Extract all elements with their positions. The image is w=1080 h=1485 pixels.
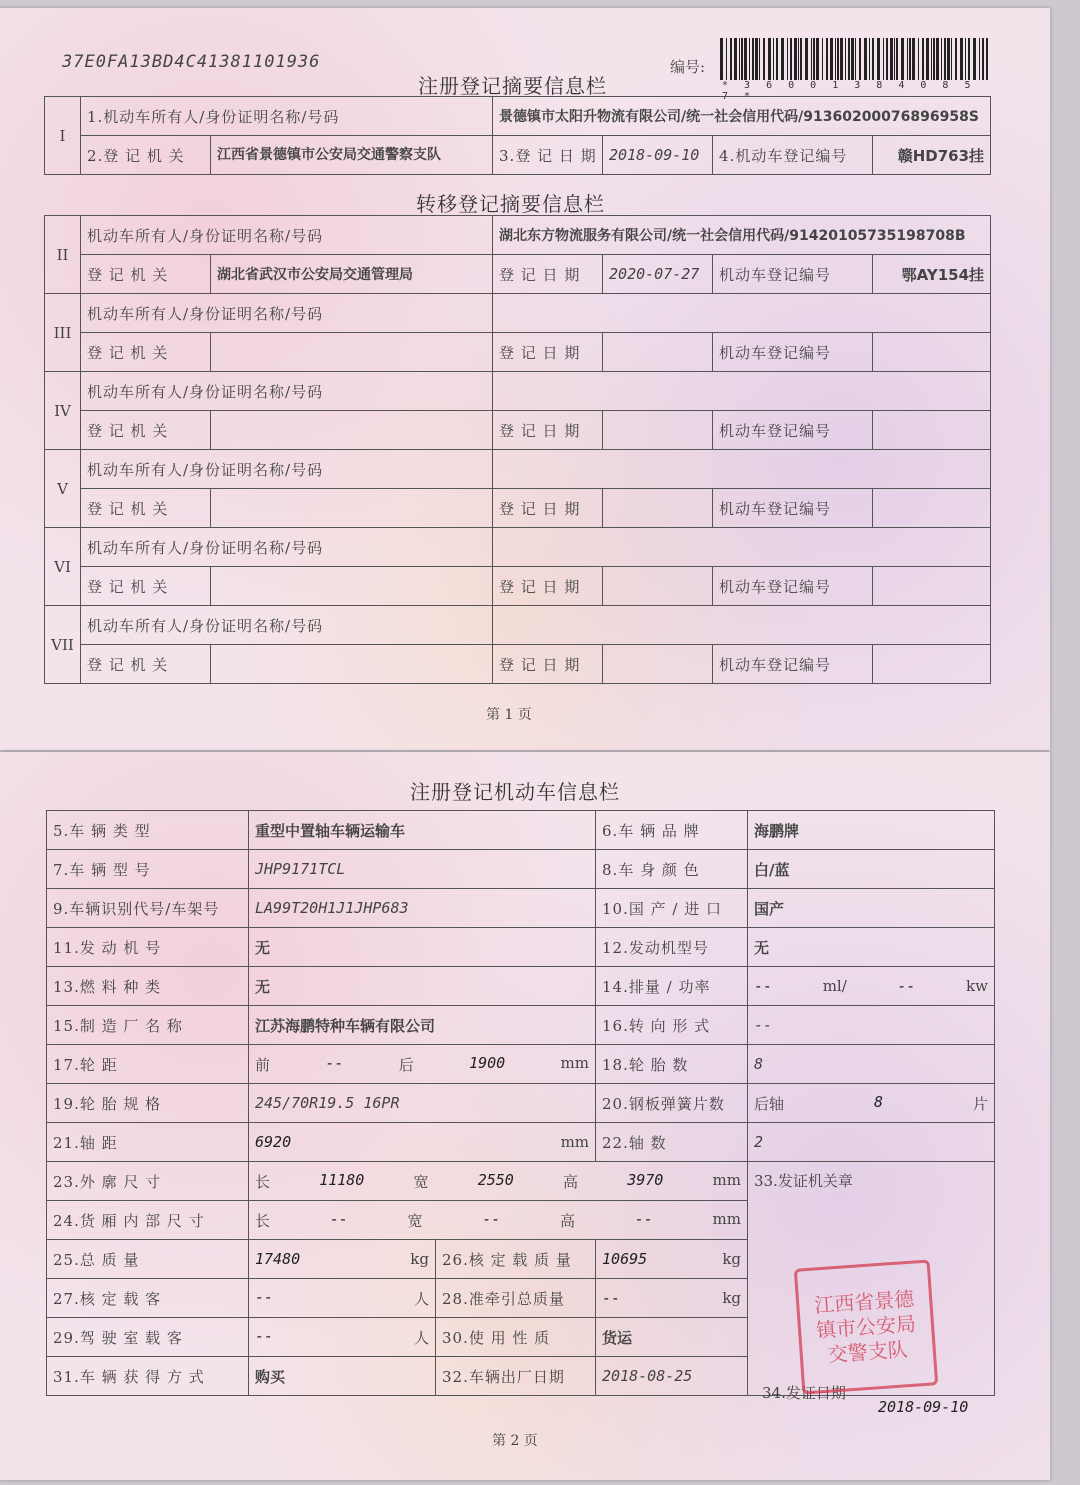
table-row [47, 1123, 995, 1162]
label-traction-mass: 28.准牵引总质量 [436, 1279, 596, 1318]
table-row [47, 1045, 995, 1084]
section-roman: IV [45, 372, 81, 450]
date-label: 登 记 日 期 [493, 255, 603, 294]
table-row [47, 850, 995, 889]
barcode-bar [776, 38, 778, 80]
authority-value [211, 411, 493, 450]
plate-value: 鄂AY154挂 [873, 255, 991, 294]
barcode-bar [790, 38, 792, 80]
unit-ren: 人 [413, 1328, 429, 1347]
barcode-bar [931, 38, 932, 80]
document-serial: 37E0FA13BD4C41381101936 [62, 52, 321, 72]
plate-label: 机动车登记编号 [713, 255, 873, 294]
barcode-bar [918, 38, 919, 80]
date-label: 登 记 日 期 [493, 411, 603, 450]
registration-summary-table [44, 96, 991, 175]
value-gross-mass: 17480 [255, 1250, 301, 1268]
label-cab-passengers: 29.驾 驶 室 载 客 [47, 1318, 249, 1357]
owner-label: 1.机动车所有人/身份证明名称/号码 [81, 97, 493, 136]
barcode-bar [798, 38, 799, 80]
barcode-bar [830, 38, 833, 80]
barcode-bar [837, 38, 839, 80]
barcode-bar [936, 38, 939, 80]
plate-value [873, 333, 991, 372]
label-origin: 10.国 产 / 进 口 [596, 889, 748, 928]
barcode-bar [811, 38, 812, 80]
certificate-page-2 [0, 752, 1050, 1480]
value-engine-no: 无 [249, 928, 596, 967]
authority-label: 登 记 机 关 [81, 333, 211, 372]
barcode-icon [720, 38, 988, 80]
label-axle-count: 22.轴 数 [596, 1123, 748, 1162]
value-model: JHP9171TCL [249, 850, 596, 889]
unit-height: 高 [563, 1172, 579, 1191]
barcode-bar [877, 38, 880, 80]
barcode-bar [787, 38, 788, 80]
unit-width: 宽 [407, 1211, 423, 1230]
owner-value [493, 528, 991, 567]
value-factory-date: 2018-08-25 [596, 1357, 748, 1396]
value-outer-width: 2550 [477, 1170, 514, 1189]
label-model: 7.车 辆 型 号 [47, 850, 249, 889]
date-value [603, 567, 713, 606]
label-track: 17.轮 距 [47, 1045, 249, 1084]
plate-value [873, 411, 991, 450]
barcode-bar [805, 38, 808, 80]
barcode-bar [730, 38, 732, 80]
value-power: -- [897, 977, 916, 995]
barcode-bar [739, 38, 740, 80]
table-row [47, 928, 995, 967]
barcode-bar [845, 38, 846, 80]
value-cargo-size [249, 1201, 748, 1240]
label-color: 8.车 身 颜 色 [596, 850, 748, 889]
value-displacement-power [748, 967, 995, 1006]
value-rated-passengers: -- [255, 1287, 274, 1306]
barcode-bar [955, 38, 957, 80]
vehicle-info-title: 注册登记机动车信息栏 [410, 780, 620, 804]
value-engine-model: 无 [748, 928, 995, 967]
table-row [47, 1162, 995, 1201]
unit-rear: 后 [398, 1055, 414, 1074]
barcode-bar [982, 38, 984, 80]
table-row [45, 216, 991, 255]
value-tire-spec: 245/70R19.5 16PR [249, 1084, 596, 1123]
unit-kw: kw [966, 977, 988, 995]
label-issue-date: 34.发证日期 [762, 1384, 846, 1402]
table-row [45, 528, 991, 567]
plate-value [873, 645, 991, 684]
unit-mm: mm [712, 1209, 741, 1228]
table-row [45, 294, 991, 333]
label-steering: 16.转 向 形 式 [596, 1006, 748, 1045]
label-acquisition: 31.车 辆 获 得 方 式 [47, 1357, 249, 1396]
barcode-bar [922, 38, 924, 80]
value-rated-load: 10695 [602, 1250, 648, 1268]
unit-mm: mm [560, 1133, 590, 1151]
table-row [45, 97, 991, 136]
owner-label: 机动车所有人/身份证明名称/号码 [81, 450, 493, 489]
barcode-bar [813, 38, 815, 80]
table-row [45, 411, 991, 450]
barcode-number: * 3 6 0 0 1 3 8 4 0 8 5 7 * [722, 80, 976, 102]
table-row [47, 889, 995, 928]
official-seal [794, 1259, 938, 1394]
value-displacement: -- [754, 977, 773, 995]
barcode-bar [826, 38, 828, 80]
page-number-2: 第 2 页 [492, 1433, 538, 1449]
section-roman: VII [45, 606, 81, 684]
table-row [45, 255, 991, 294]
barcode-label: 编号: [670, 58, 706, 76]
unit-front: 前 [255, 1055, 271, 1074]
date-value [603, 489, 713, 528]
owner-value [493, 294, 991, 333]
label-rated-passengers: 27.核 定 载 客 [47, 1279, 249, 1318]
barcode-bar [896, 38, 898, 80]
unit-ren: 人 [413, 1289, 429, 1308]
barcode-bar [986, 38, 988, 80]
value-track-front: -- [325, 1053, 344, 1072]
owner-value: 景德镇市太阳升物流有限公司/统一社会信用代码/91360200076896958S [493, 97, 991, 136]
label-outer-size: 23.外 廓 尺 寸 [47, 1162, 249, 1201]
barcode-bar [941, 38, 942, 80]
unit-length: 长 [255, 1211, 271, 1230]
barcode-bar [968, 38, 970, 80]
barcode-bar [864, 38, 867, 80]
owner-label: 机动车所有人/身份证明名称/号码 [81, 216, 493, 255]
section-roman: III [45, 294, 81, 372]
table-row [45, 136, 991, 175]
plate-label: 机动车登记编号 [713, 567, 873, 606]
plate-label: 机动车登记编号 [713, 645, 873, 684]
authority-value [211, 567, 493, 606]
value-acquisition: 购买 [249, 1357, 436, 1396]
registration-summary-title: 注册登记摘要信息栏 [418, 74, 607, 98]
value-issue-date: 2018-09-10 [878, 1398, 969, 1416]
barcode-bar [909, 38, 911, 80]
barcode-bar [794, 38, 797, 80]
plate-label: 机动车登记编号 [713, 333, 873, 372]
unit-mm: mm [560, 1053, 589, 1072]
plate-value: 赣HD763挂 [873, 136, 991, 175]
label-brand: 6.车 辆 品 牌 [596, 811, 748, 850]
authority-label: 登 记 机 关 [81, 567, 211, 606]
label-gross-mass: 25.总 质 量 [47, 1240, 249, 1279]
label-engine-no: 11.发 动 机 号 [47, 928, 249, 967]
owner-value: 湖北东方物流服务有限公司/统一社会信用代码/91420105735198708B [493, 216, 991, 255]
unit-kg: kg [410, 1250, 429, 1268]
barcode-bar [912, 38, 915, 80]
table-row [45, 333, 991, 372]
table-row [47, 1084, 995, 1123]
label-usage: 30.使 用 性 质 [436, 1318, 596, 1357]
label-vehicle-type: 5.车 辆 类 型 [47, 811, 249, 850]
certificate-page-1 [0, 8, 1050, 750]
barcode-bar [768, 38, 771, 80]
unit-length: 长 [255, 1172, 271, 1191]
value-cargo-width: -- [482, 1209, 501, 1228]
barcode-bar [944, 38, 946, 80]
value-leaf-spring: 8 [874, 1092, 884, 1111]
barcode-bar [926, 38, 929, 80]
date-value [603, 645, 713, 684]
barcode-bar [726, 38, 727, 80]
date-label: 登 记 日 期 [493, 333, 603, 372]
barcode-bar [869, 38, 870, 80]
unit-ml: ml/ [822, 977, 847, 995]
unit-kg: kg [722, 1250, 742, 1268]
authority-value [211, 333, 493, 372]
barcode-bar [947, 38, 950, 80]
table-row [45, 489, 991, 528]
label-leaf-spring: 20.钢板弹簧片数 [596, 1084, 748, 1123]
owner-label: 机动车所有人/身份证明名称/号码 [81, 606, 493, 645]
authority-value: 江西省景德镇市公安局交通警察支队 [211, 136, 493, 175]
date-value [603, 411, 713, 450]
barcode-bar [763, 38, 765, 80]
label-wheelbase: 21.轴 距 [47, 1123, 249, 1162]
barcode-bar [800, 38, 802, 80]
label-tire-count: 18.轮 胎 数 [596, 1045, 748, 1084]
section-roman: II [45, 216, 81, 294]
table-row [47, 967, 995, 1006]
barcode-bar [901, 38, 904, 80]
value-color: 白/蓝 [748, 850, 995, 889]
table-row [45, 450, 991, 489]
owner-value [493, 450, 991, 489]
barcode-bar [973, 38, 976, 80]
barcode-bar [951, 38, 952, 80]
value-cargo-length: -- [329, 1209, 348, 1228]
unit-rear-axle: 后轴 [754, 1094, 785, 1113]
section-roman: I [45, 97, 81, 175]
seal-text: 江西省景德镇市公安局交警支队 [813, 1286, 917, 1367]
plate-value [873, 489, 991, 528]
barcode-bar [752, 38, 754, 80]
owner-label: 机动车所有人/身份证明名称/号码 [81, 294, 493, 333]
value-outer-size [249, 1162, 748, 1201]
date-value: 2020-07-27 [603, 255, 713, 294]
date-value [603, 333, 713, 372]
value-gross-mass-cell [249, 1240, 436, 1279]
authority-label: 登 记 机 关 [81, 255, 211, 294]
owner-label: 机动车所有人/身份证明名称/号码 [81, 372, 493, 411]
table-row [47, 811, 995, 850]
transfer-summary-table [44, 215, 991, 684]
value-steering: -- [748, 1006, 995, 1045]
unit-height: 高 [560, 1211, 576, 1230]
barcode-bar [755, 38, 758, 80]
value-cab-passengers-cell [249, 1318, 436, 1357]
section-roman: VI [45, 528, 81, 606]
plate-value [873, 567, 991, 606]
barcode-bar [855, 38, 856, 80]
plate-label: 机动车登记编号 [713, 489, 873, 528]
barcode-bar [933, 38, 935, 80]
barcode-bar [759, 38, 760, 80]
label-engine-model: 12.发动机型号 [596, 928, 748, 967]
authority-label: 2.登 记 机 关 [81, 136, 211, 175]
value-traction-mass-cell [596, 1279, 748, 1318]
label-tire-spec: 19.轮 胎 规 格 [47, 1084, 249, 1123]
authority-label: 登 记 机 关 [81, 411, 211, 450]
date-label: 3.登 记 日 期 [493, 136, 603, 175]
barcode-bar [848, 38, 850, 80]
barcode-bar [872, 38, 874, 80]
plate-label: 4.机动车登记编号 [713, 136, 873, 175]
owner-value [493, 372, 991, 411]
value-outer-length: 11180 [319, 1170, 365, 1189]
section-roman: V [45, 450, 81, 528]
value-traction-mass: -- [602, 1289, 621, 1307]
value-manufacturer: 江苏海鹏特种车辆有限公司 [249, 1006, 596, 1045]
value-vehicle-type: 重型中置轴车辆运输车 [249, 811, 596, 850]
transfer-summary-title: 转移登记摘要信息栏 [416, 192, 605, 216]
value-wheelbase-cell [249, 1123, 596, 1162]
value-wheelbase: 6920 [255, 1133, 292, 1151]
authority-value: 湖北省武汉市公安局交通管理局 [211, 255, 493, 294]
owner-value [493, 606, 991, 645]
unit-mm: mm [712, 1170, 741, 1189]
unit-pian: 片 [973, 1094, 989, 1113]
barcode-bar [781, 38, 784, 80]
table-row [47, 1006, 995, 1045]
label-fuel: 13.燃 料 种 类 [47, 967, 249, 1006]
barcode-bar [859, 38, 861, 80]
page-number-1: 第 1 页 [486, 707, 532, 723]
barcode-bar [816, 38, 819, 80]
barcode-bar [979, 38, 980, 80]
unit-kg: kg [722, 1289, 742, 1307]
value-brand: 海鹏牌 [748, 811, 995, 850]
unit-width: 宽 [413, 1172, 429, 1191]
table-row [45, 567, 991, 606]
barcode-bar [749, 38, 750, 80]
label-cargo-size: 24.货 厢 内 部 尺 寸 [47, 1201, 249, 1240]
value-rated-passengers-cell [249, 1279, 436, 1318]
date-value: 2018-09-10 [603, 136, 713, 175]
barcode-bar [822, 38, 823, 80]
value-vin: LA99T20H1J1JHP683 [249, 889, 596, 928]
barcode-bar [960, 38, 963, 80]
barcode-bar [741, 38, 743, 80]
barcode-bar [851, 38, 854, 80]
date-label: 登 记 日 期 [493, 645, 603, 684]
value-tire-count: 8 [748, 1045, 995, 1084]
label-manufacturer: 15.制 造 厂 名 称 [47, 1006, 249, 1045]
label-rated-load: 26.核 定 载 质 量 [436, 1240, 596, 1279]
plate-label: 机动车登记编号 [713, 411, 873, 450]
barcode-bar [894, 38, 895, 80]
date-label: 登 记 日 期 [493, 489, 603, 528]
barcode-bar [744, 38, 747, 80]
barcode-bar [883, 38, 884, 80]
value-origin: 国产 [748, 889, 995, 928]
barcode-bar [835, 38, 836, 80]
barcode-bar [907, 38, 908, 80]
label-vin: 9.车辆识别代号/车架号 [47, 889, 249, 928]
value-cargo-height: -- [634, 1209, 653, 1228]
date-label: 登 记 日 期 [493, 567, 603, 606]
label-displacement-power: 14.排量 / 功率 [596, 967, 748, 1006]
table-row [45, 372, 991, 411]
value-fuel: 无 [249, 967, 596, 1006]
barcode-bar [965, 38, 966, 80]
table-row [45, 606, 991, 645]
value-leaf-spring-cell [748, 1084, 995, 1123]
value-track [249, 1045, 596, 1084]
value-usage: 货运 [596, 1318, 748, 1357]
barcode-bar [890, 38, 893, 80]
table-row [45, 645, 991, 684]
value-rated-load-cell [596, 1240, 748, 1279]
value-cab-passengers: -- [255, 1326, 274, 1345]
owner-label: 机动车所有人/身份证明名称/号码 [81, 528, 493, 567]
value-track-rear: 1900 [469, 1053, 506, 1072]
barcode-bar [720, 38, 723, 80]
value-outer-height: 3970 [627, 1170, 664, 1189]
value-axle-count: 2 [748, 1123, 995, 1162]
barcode-bar [840, 38, 843, 80]
authority-value [211, 645, 493, 684]
barcode-bar [773, 38, 774, 80]
authority-label: 登 记 机 关 [81, 489, 211, 528]
label-factory-date: 32.车辆出厂日期 [436, 1357, 596, 1396]
label-seal: 33.发证机关章 [754, 1172, 853, 1190]
authority-label: 登 记 机 关 [81, 645, 211, 684]
authority-value [211, 489, 493, 528]
barcode-bar [886, 38, 888, 80]
barcode-bar [734, 38, 737, 80]
